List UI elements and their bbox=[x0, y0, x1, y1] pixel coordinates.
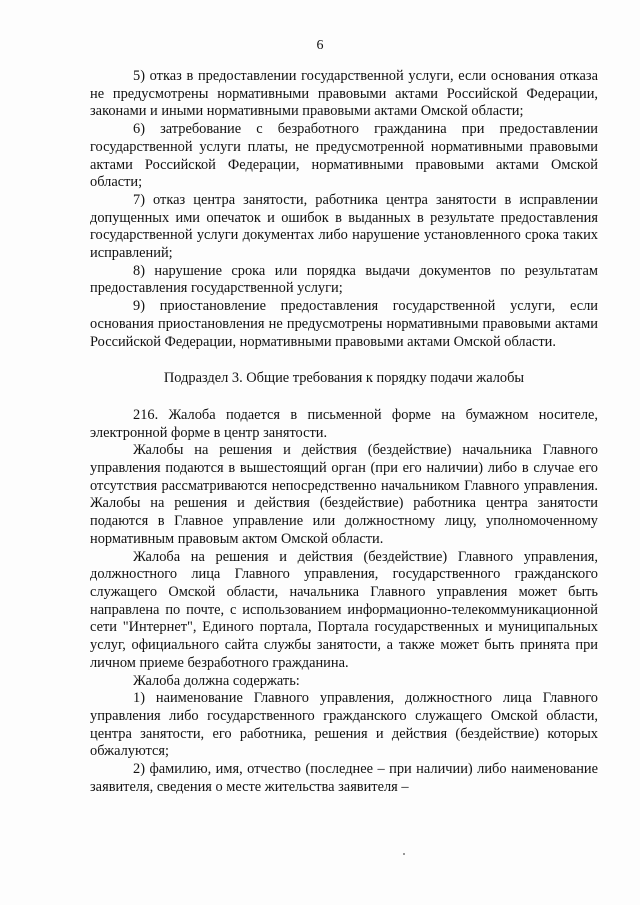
paragraph-complaints-head: Жалобы на решения и действия (бездействие) начальника Главного управления подаются в вышестоящий орган (при его наличии) либо в случае его отсутствия рассматриваются непосредственно начальником Главного управления. Жалобы на решения и действия (бездействие) работника центра занятости подаются в Главное управление или должностному лицу, уполномоченному нормативным правовым актом Омской области. bbox=[90, 442, 598, 547]
section-heading: Подраздел 3. Общие требования к порядку подачи жалобы bbox=[163, 370, 525, 387]
paragraph-complaint-contents: Жалоба должна содержать: bbox=[133, 672, 300, 689]
complaint-item-2: 2) фамилию, имя, отчество (последнее – при наличии) либо наименование заявителя, сведения о месте жительства заявителя – bbox=[90, 761, 598, 795]
list-item-7: 7) отказ центра занятости, работника центра занятости в исправлении допущенных ими опечаток и ошибок в выданных в результате предоставления государственной услуги документах либо нарушение установленного срока таких исправлений; bbox=[90, 191, 598, 262]
list-item-6: 6) затребование с безработного гражданина при предоставлении государственной услуги платы, не предусмотренной нормативными правовыми актами Российской Федерации, нормативными правовыми актами Омской области; bbox=[90, 121, 598, 191]
paragraph-216: 216. Жалоба подается в письменной форме на бумажном носителе, электронной форме в центр занятости. bbox=[90, 406, 598, 441]
paragraph-complaint-channels: Жалоба на решения и действия (бездействие) Главного управления, должностного лица Главного управления, государственного гражданского служащего Омской области, начальника Главного управления может быть направлена по почте, с использованием информационно-телекоммуникационной сети "Интернет", Единого портала, Портала государственных и муниципальных услуг, официального сайта службы занятости, а также может быть принята при личном приеме безработного гражданина. bbox=[90, 548, 598, 671]
list-item-5: 5) отказ в предоставлении государственной услуги, если основания отказа не предусмотрены нормативными правовыми актами Российской Федерации, законами и иными нормативными правовыми актами Омской области; bbox=[90, 68, 598, 120]
document-body bbox=[90, 68, 598, 796]
list-item-8: 8) нарушение срока или порядка выдачи документов по результатам предоставления государственной услуги; bbox=[90, 262, 598, 297]
complaint-item-1: 1) наименование Главного управления, должностного лица Главного управления либо государственного гражданского служащего Омской области, центра занятости, его работника, решения и действия (бездействие) которых обжалуются; bbox=[90, 690, 598, 760]
page-number: 6 bbox=[316, 38, 324, 53]
list-item-9: 9) приостановление предоставления государственной услуги, если основания приостановления не предусмотрены нормативными правовыми актами Российской Федерации, нормативными правовыми актами Омской области. bbox=[90, 298, 598, 350]
scan-speck bbox=[403, 853, 405, 855]
